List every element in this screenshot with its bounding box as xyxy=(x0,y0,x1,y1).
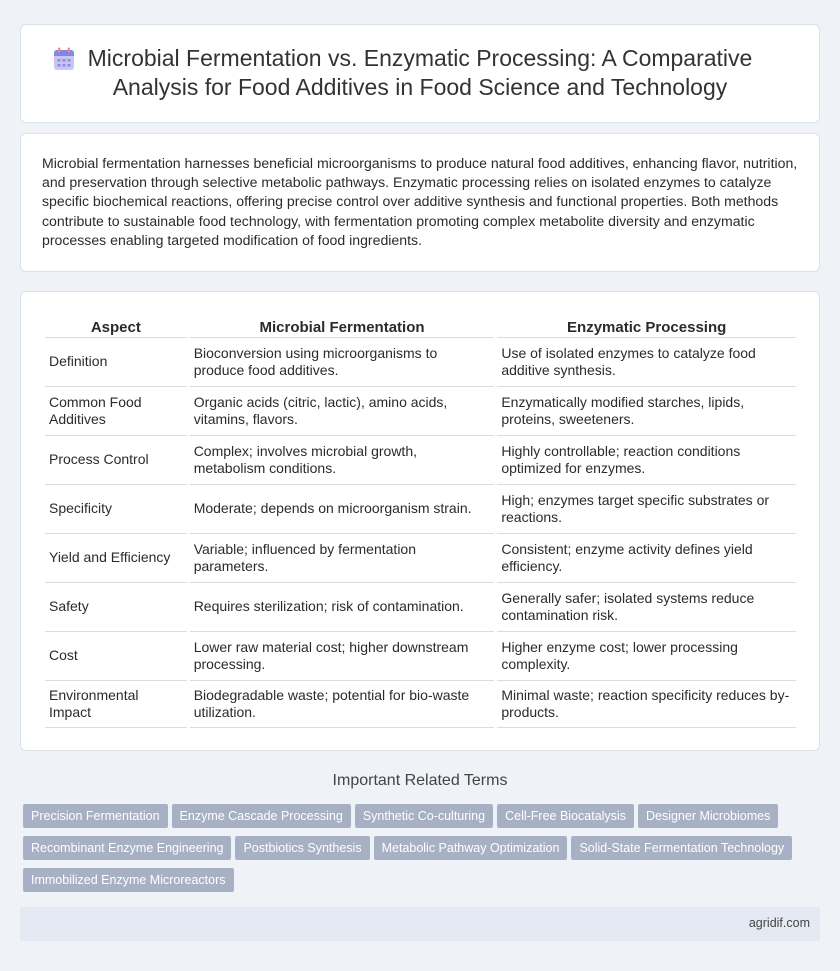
term-tag[interactable]: Cell-Free Biocatalysis xyxy=(497,804,634,828)
cell-fermentation: Lower raw material cost; higher downstream processing. xyxy=(190,632,495,681)
term-tag[interactable]: Synthetic Co-culturing xyxy=(355,804,493,828)
intro-paragraph: Microbial fermentation harnesses beneficial microorganisms to produce natural food additives, enhancing flavor, nutrition, and preservation through selective metabolic pathways. Enzymatic processing relies on isolated enzymes to catalyze specific biochemical reactions, offering precise control over additive synthesis and functional properties. Both methods contribute to sustainable food technology, with fermentation promoting complex metabolite diversity and enzymatic processes enabling targeted modification of food ingredients. xyxy=(42,155,798,248)
cell-aspect: Cost xyxy=(45,632,187,681)
comparison-table xyxy=(42,316,799,728)
table-row xyxy=(45,534,796,583)
cell-enzymatic: Minimal waste; reaction specificity reduces by-products. xyxy=(497,681,796,728)
cell-aspect: Process Control xyxy=(45,436,187,485)
related-terms-list xyxy=(23,804,803,900)
page-title xyxy=(88,44,753,102)
header-enzymatic-processing: Enzymatic Processing xyxy=(497,316,796,338)
page-title-line-2: Analysis for Food Additives in Food Science and Technology xyxy=(112,74,728,100)
footer-site-link[interactable]: agridif.com xyxy=(748,916,810,930)
cell-enzymatic: Enzymatically modified starches, lipids, proteins, sweeteners. xyxy=(497,387,796,436)
term-tag[interactable]: Recombinant Enzyme Engineering xyxy=(23,836,231,860)
term-tag[interactable]: Designer Microbiomes xyxy=(638,804,778,828)
cell-enzymatic: Consistent; enzyme activity defines yield efficiency. xyxy=(497,534,796,583)
term-tag[interactable]: Enzyme Cascade Processing xyxy=(172,804,351,828)
related-terms-title: Important Related Terms xyxy=(332,772,508,789)
term-tag[interactable]: Solid-State Fermentation Technology xyxy=(571,836,792,860)
cell-aspect: Yield and Efficiency xyxy=(45,534,187,583)
table-row xyxy=(45,387,796,436)
table-header-row xyxy=(45,316,796,338)
table-row xyxy=(45,583,796,632)
cell-fermentation: Moderate; depends on microorganism strain. xyxy=(190,485,495,534)
cell-enzymatic: High; enzymes target specific substrates or reactions. xyxy=(497,485,796,534)
cell-aspect: Specificity xyxy=(45,485,187,534)
comparison-table-card xyxy=(20,291,820,751)
cell-enzymatic: Highly controllable; reaction conditions optimized for enzymes. xyxy=(497,436,796,485)
cell-enzymatic: Use of isolated enzymes to catalyze food additive synthesis. xyxy=(497,338,796,387)
cell-aspect: Definition xyxy=(45,338,187,387)
term-tag[interactable]: Postbiotics Synthesis xyxy=(235,836,369,860)
term-tag[interactable]: Immobilized Enzyme Microreactors xyxy=(23,868,234,892)
table-row xyxy=(45,632,796,681)
table-row xyxy=(45,485,796,534)
cell-fermentation: Organic acids (citric, lactic), amino acids, vitamins, flavors. xyxy=(190,387,495,436)
table-row xyxy=(45,681,796,728)
cell-fermentation: Complex; involves microbial growth, metabolism conditions. xyxy=(190,436,495,485)
cell-fermentation: Variable; influenced by fermentation parameters. xyxy=(190,534,495,583)
header-aspect: Aspect xyxy=(45,316,187,338)
term-tag[interactable]: Metabolic Pathway Optimization xyxy=(374,836,568,860)
cell-fermentation: Biodegradable waste; potential for bio-waste utilization. xyxy=(190,681,495,728)
header-microbial-fermentation: Microbial Fermentation xyxy=(190,316,495,338)
footer xyxy=(20,907,820,941)
cell-enzymatic: Generally safer; isolated systems reduce contamination risk. xyxy=(497,583,796,632)
table-row xyxy=(45,338,796,387)
cell-fermentation: Bioconversion using microorganisms to produce food additives. xyxy=(190,338,495,387)
page-title-line-1: Microbial Fermentation vs. Enzymatic Processing: A Comparative xyxy=(87,45,753,71)
cell-aspect: Common Food Additives xyxy=(45,387,187,436)
header-card xyxy=(20,24,820,123)
cell-aspect: Safety xyxy=(45,583,187,632)
cell-aspect: Environmental Impact xyxy=(45,681,187,728)
intro-card xyxy=(20,133,820,272)
cell-enzymatic: Higher enzyme cost; lower processing complexity. xyxy=(497,632,796,681)
cell-fermentation: Requires sterilization; risk of contamination. xyxy=(190,583,495,632)
table-row xyxy=(45,436,796,485)
term-tag[interactable]: Precision Fermentation xyxy=(23,804,168,828)
